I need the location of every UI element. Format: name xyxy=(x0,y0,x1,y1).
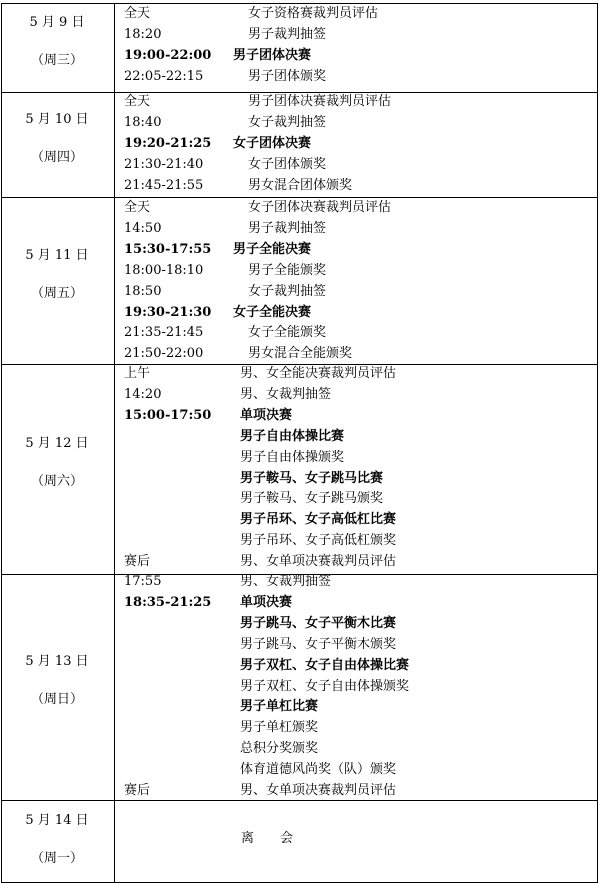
table-rule xyxy=(1,92,598,93)
day-date: 5 月 14 日 xyxy=(25,813,89,828)
event-description: 男子吊环、女子高低杠比赛 xyxy=(240,512,397,528)
table-rule xyxy=(1,197,598,198)
event-description: 男子双杠、女子自由体操比赛 xyxy=(240,657,410,673)
event-description: 男子鞍马、女子跳马比赛 xyxy=(240,470,384,486)
day-date: 5 月 9 日 xyxy=(29,14,85,30)
event-description: 男子吊环、女子高低杠颁奖 xyxy=(240,533,397,549)
table-rule xyxy=(1,800,598,801)
event-description: 男子跳马、女子平衡木颁奖 xyxy=(240,636,397,652)
departure-label: 离 会 xyxy=(241,831,294,846)
event-description: 男子鞍马、女子跳马颁奖 xyxy=(240,491,384,507)
table-rule xyxy=(1,364,598,365)
event-time: 全天 xyxy=(124,6,151,21)
event-time: 15:00-17:50 xyxy=(124,407,212,423)
event-description: 男子团体颁奖 xyxy=(248,68,327,84)
event-description: 总积分奖颁奖 xyxy=(240,741,319,757)
event-time: 22:05-22:15 xyxy=(124,68,204,84)
event-time: 全天 xyxy=(124,200,151,215)
event-description: 男子单杠比赛 xyxy=(240,699,319,715)
event-time: 赛后 xyxy=(124,783,151,798)
event-time: 18:00-18:10 xyxy=(124,262,204,278)
day-date: 5 月 12 日 xyxy=(25,436,89,451)
event-time: 19:00-22:00 xyxy=(124,47,212,63)
day-weekday: （周一） xyxy=(30,851,83,866)
event-description: 女子全能决赛 xyxy=(233,304,312,320)
event-description: 男子团体决赛裁判员评估 xyxy=(248,94,392,109)
day-weekday: （周日） xyxy=(30,692,83,707)
event-description: 男子全能决赛 xyxy=(233,241,312,257)
event-description: 男子自由体操比赛 xyxy=(240,428,345,444)
event-description: 女子资格赛裁判员评估 xyxy=(248,6,379,21)
event-time: 21:30-21:40 xyxy=(124,156,204,172)
event-description: 男子全能颁奖 xyxy=(248,262,327,278)
event-description: 女子全能颁奖 xyxy=(248,325,327,341)
event-description: 女子团体决赛裁判员评估 xyxy=(248,200,392,215)
event-description: 男子团体决赛 xyxy=(233,47,312,63)
day-weekday: （周三） xyxy=(30,52,83,68)
event-description: 单项决赛 xyxy=(240,594,293,610)
event-time: 19:20-21:25 xyxy=(124,135,212,151)
day-weekday: （周四） xyxy=(30,149,83,165)
event-time: 18:35-21:25 xyxy=(124,594,212,610)
event-time: 14:50 xyxy=(124,220,162,236)
event-time: 17:55 xyxy=(124,574,162,589)
event-description: 男女混合全能颁奖 xyxy=(248,346,353,362)
event-time: 21:45-21:55 xyxy=(124,177,204,193)
event-time: 18:20 xyxy=(124,26,162,42)
table-column-rule xyxy=(597,3,598,882)
day-weekday: （周六） xyxy=(30,474,83,489)
table-column-rule xyxy=(114,3,115,882)
event-description: 体育道德风尚奖（队）颁奖 xyxy=(240,762,397,778)
event-time: 上午 xyxy=(124,366,151,381)
event-description: 男子自由体操颁奖 xyxy=(240,449,345,465)
event-description: 女子裁判抽签 xyxy=(248,283,327,299)
day-date: 5 月 11 日 xyxy=(25,247,89,263)
event-description: 男、女全能决赛裁判员评估 xyxy=(240,366,397,381)
event-description: 女子团体颁奖 xyxy=(248,156,327,172)
day-date: 5 月 10 日 xyxy=(25,111,89,127)
event-description: 男子跳马、女子平衡木比赛 xyxy=(240,615,397,631)
event-description: 男女混合团体颁奖 xyxy=(248,177,353,193)
event-description: 男、女单项决赛裁判员评估 xyxy=(240,554,397,570)
event-time: 21:50-22:00 xyxy=(124,346,204,362)
day-date: 5 月 13 日 xyxy=(25,654,89,669)
event-time: 18:50 xyxy=(124,283,162,299)
event-description: 男子裁判抽签 xyxy=(248,220,327,236)
event-description: 男子双杠、女子自由体操颁奖 xyxy=(240,678,410,694)
day-weekday: （周五） xyxy=(30,285,83,301)
event-time: 赛后 xyxy=(124,554,151,570)
event-description: 男、女裁判抽签 xyxy=(240,574,332,589)
event-description: 男、女单项决赛裁判员评估 xyxy=(240,783,397,798)
event-description: 单项决赛 xyxy=(240,407,293,423)
event-description: 男、女裁判抽签 xyxy=(240,386,332,402)
event-time: 21:35-21:45 xyxy=(124,325,204,341)
table-rule xyxy=(1,3,598,4)
event-description: 女子团体决赛 xyxy=(233,135,312,151)
event-time: 14:20 xyxy=(124,386,162,402)
event-description: 男子单杠颁奖 xyxy=(240,720,319,736)
event-time: 18:40 xyxy=(124,114,162,130)
event-time: 15:30-17:55 xyxy=(124,241,212,257)
event-time: 19:30-21:30 xyxy=(124,304,212,320)
event-time: 全天 xyxy=(124,94,151,109)
event-description: 男子裁判抽签 xyxy=(248,26,327,42)
event-description: 女子裁判抽签 xyxy=(248,114,327,130)
